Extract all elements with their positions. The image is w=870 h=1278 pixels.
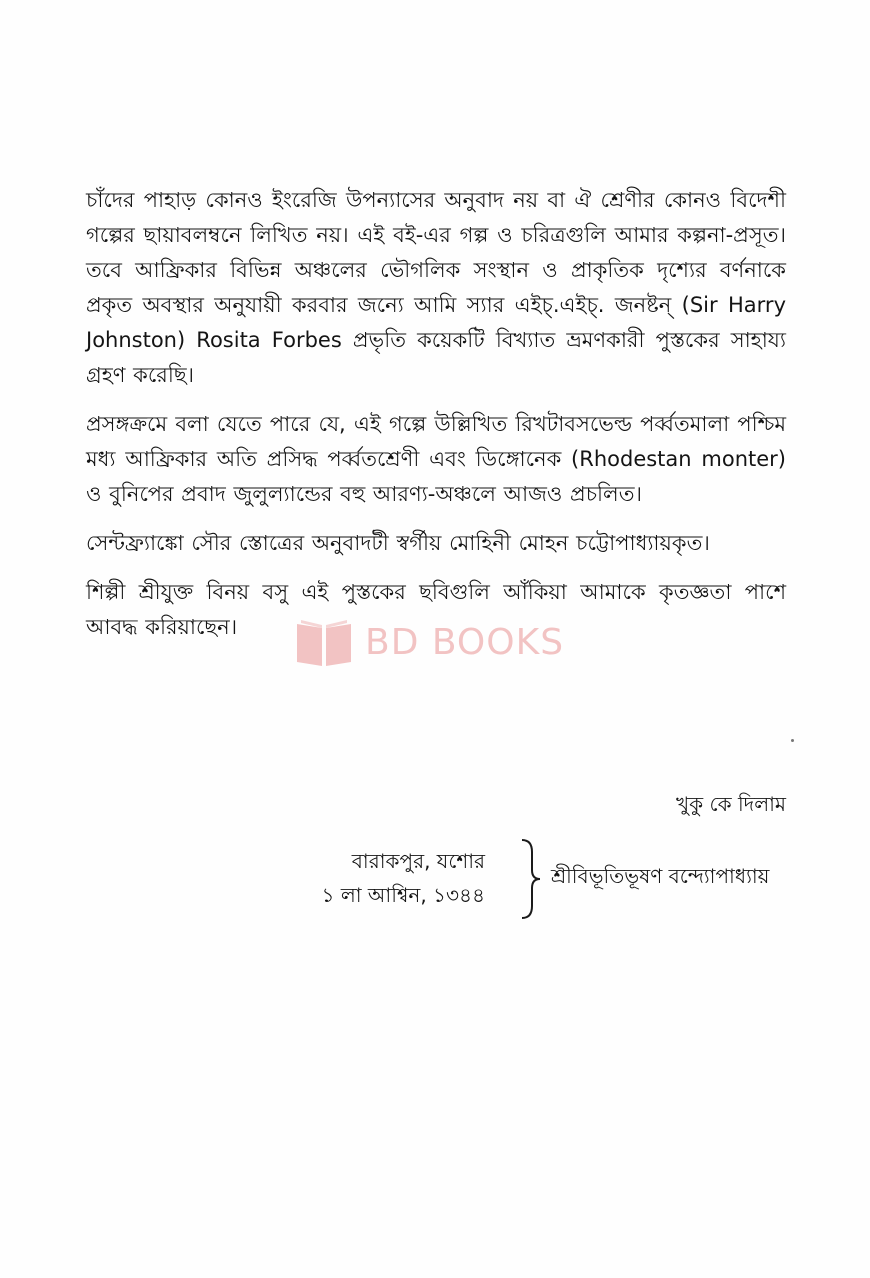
- watermark-text: BD BOOKS: [365, 621, 565, 663]
- date-line: ১ লা আশ্বিন, ১৩৪৪: [321, 883, 485, 907]
- scan-speck: [791, 739, 794, 742]
- paragraph-origin: চাঁদের পাহাড় কোনও ইংরেজি উপন্যাসের অনুবাদ নয় বা ঐ শ্রেণীর কোনও বিদেশী গল্পের ছায়াবলম্বনে লিখিত নয়। এই বই-এর গল্প ও চরিত্রগুলি আমার কল্পনা-প্রসূত। তবে আফ্রিকার বিভিন্ন অঞ্চলের ভৌগলিক সংস্থান ও প্রাকৃতিক দৃশ্যের বর্ণনাকে প্রকৃত অবস্থার অনুযায়ী করবার জন্যে আমি স্যার এইচ্.এইচ্. জনষ্টন্ (Sir Harry Johnston) Rosita Forbes প্রভৃতি কয়েকটি বিখ্যাত ভ্রমণকারী পুস্তকের সাহায্য গ্রহণ করেছি।: [86, 188, 786, 387]
- paragraph-context: প্রসঙ্গক্রমে বলা যেতে পারে যে, এই গল্পে উল্লিখিত রিখটাবসভেল্ড পর্ব্বতমালা পশ্চিম মধ্য আফ্রিকার অতি প্রসিদ্ধ পর্ব্বতশ্রেণী এবং ডিঙ্গোনেক (Rhodestan monter) ও বুনিপের প্রবাদ জুলুল্যান্ডের বহু আরণ্য-অঞ্চলে আজও প্রচলিত।: [86, 412, 786, 506]
- place-line: বারাকপুর, যশোর: [351, 849, 485, 873]
- paragraph-illustrator-credit: শিল্পী শ্রীযুক্ত বিনয় বসু এই পুস্তকের ছবিগুলি আঁকিয়া আমাকে কৃতজ্ঞতা পাশে আবদ্ধ করিয়াছেন।: [86, 580, 786, 639]
- dedication-line: খুকু কে দিলাম: [676, 792, 786, 816]
- place-and-date: [322, 844, 485, 912]
- paragraph-translation-credit: সেন্টফ্র্যাঙ্কো সৌর স্তোত্রের অনুবাদটী স্বর্গীয় মোহিনী মোহন চট্টোপাধ্যায়কৃত।: [86, 531, 710, 555]
- preface-body: [86, 183, 786, 659]
- curly-brace-icon: [518, 838, 544, 920]
- author-signature: শ্রীবিভূতিভূষণ বন্দ্যোপাধ্যায়: [551, 864, 770, 888]
